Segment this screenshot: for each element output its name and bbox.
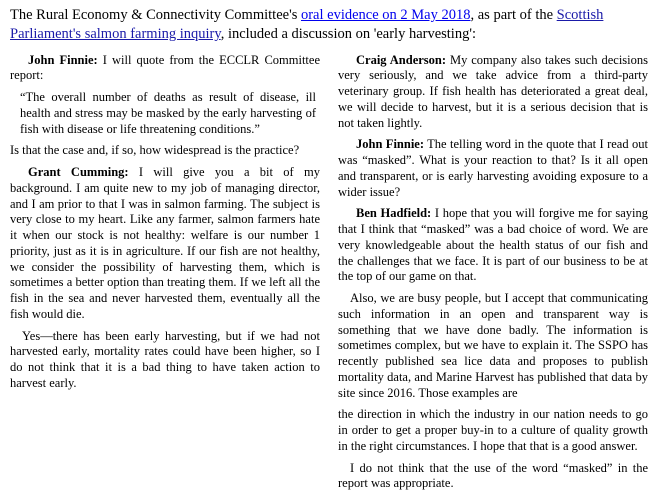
speech-block: [10, 165, 320, 323]
intro-text-part2: , as part of the: [470, 7, 557, 23]
speech-text: The telling word in the quote that I read out was “masked”. What is your reaction to that? Is it all open and transparent, or is early harvesting avoiding exposure to a wider issue?: [338, 137, 648, 199]
speaker-name: Grant Cumming:: [28, 165, 129, 180]
speaker-name: John Finnie:: [28, 52, 98, 67]
intro-text-part3: , included a discussion on 'early harvesting':: [220, 26, 476, 43]
speech-block: [10, 53, 320, 85]
speaker-name: John Finnie:: [356, 137, 424, 152]
speech-text: I hope that you will forgive me for saying that I think that “masked” was a bad choice of word. We are very knowledgeable about the health status of our fish and the challenges that we face. It is part of our business to be at the top of our game on that.: [338, 206, 648, 284]
speech-text: My company also takes such decisions very seriously, and we take advice from a third-party veterinary group. If fish health has deteriorated a great deal, we will decide to harvest, but it is a serious decision that is not taken lightly.: [338, 52, 649, 130]
speech-block: [338, 53, 648, 132]
intro-text-part1: The Rural Economy & Connectivity Committee's: [10, 7, 301, 23]
speech-block: [338, 137, 648, 200]
intro-paragraph: [10, 6, 660, 45]
left-column: [10, 53, 320, 398]
paragraph: the direction in which the industry in our nation needs to go in order to get a proper buy-in to a culture of quality growth in the right circumstances. I hope that that is a good answer.: [338, 407, 648, 453]
speaker-name: Craig Anderson:: [356, 52, 447, 67]
oral-evidence-link[interactable]: oral evidence on 2 May 2018: [300, 7, 471, 23]
speech-block: [338, 206, 648, 285]
two-column-body: [10, 53, 660, 498]
paragraph: Also, we are busy people, but I accept that communicating such information in an open and transparent way is something that we have done badly. The information is sometimes complex, but we have to explain it. The SSPO has recently published sea lice data and proposes to publish mortality data, and Marine Harvest has published that data by site since 2016. Those examples are: [338, 291, 648, 400]
speaker-name: Ben Hadfield:: [356, 206, 432, 221]
right-column: [338, 53, 648, 498]
paragraph: Yes—there has been early harvesting, but if we had not harvested early, mortality rates could have been higher, so I do not think that it is a bad thing to have taken action to harvest early.: [10, 328, 320, 390]
paragraph: I do not think that the use of the word “masked” in the report was appropriate.: [338, 460, 648, 491]
speech-text: I will give you a bit of my background. I am quite new to my job of managing director, and I am prior to that I was in salmon farming. The subject is very close to my heart. Like any farmer, salmon farmers hate it when our stock is not healthy: welfare is our number 1 priority, just as it is in agriculture. If our fish are not healthy, we consider the possibility of harvesting them, which is sometimes a better option than treating them. If we left all the fish in the sea and never harvested them, eventually all the fish would die.: [10, 165, 320, 321]
salmon-farming-inquiry-link[interactable]: Scottish Parliament's salmon farming inquiry: [10, 7, 604, 43]
speech-text: I will quote from the ECCLR Committee report:: [10, 52, 321, 83]
paragraph: Is that the case and, if so, how widespread is the practice?: [10, 143, 300, 158]
block-quote: “The overall number of deaths as result of disease, ill health and stress may be masked by the early harvesting of fish with disease or life threatening conditions.”: [20, 90, 316, 136]
